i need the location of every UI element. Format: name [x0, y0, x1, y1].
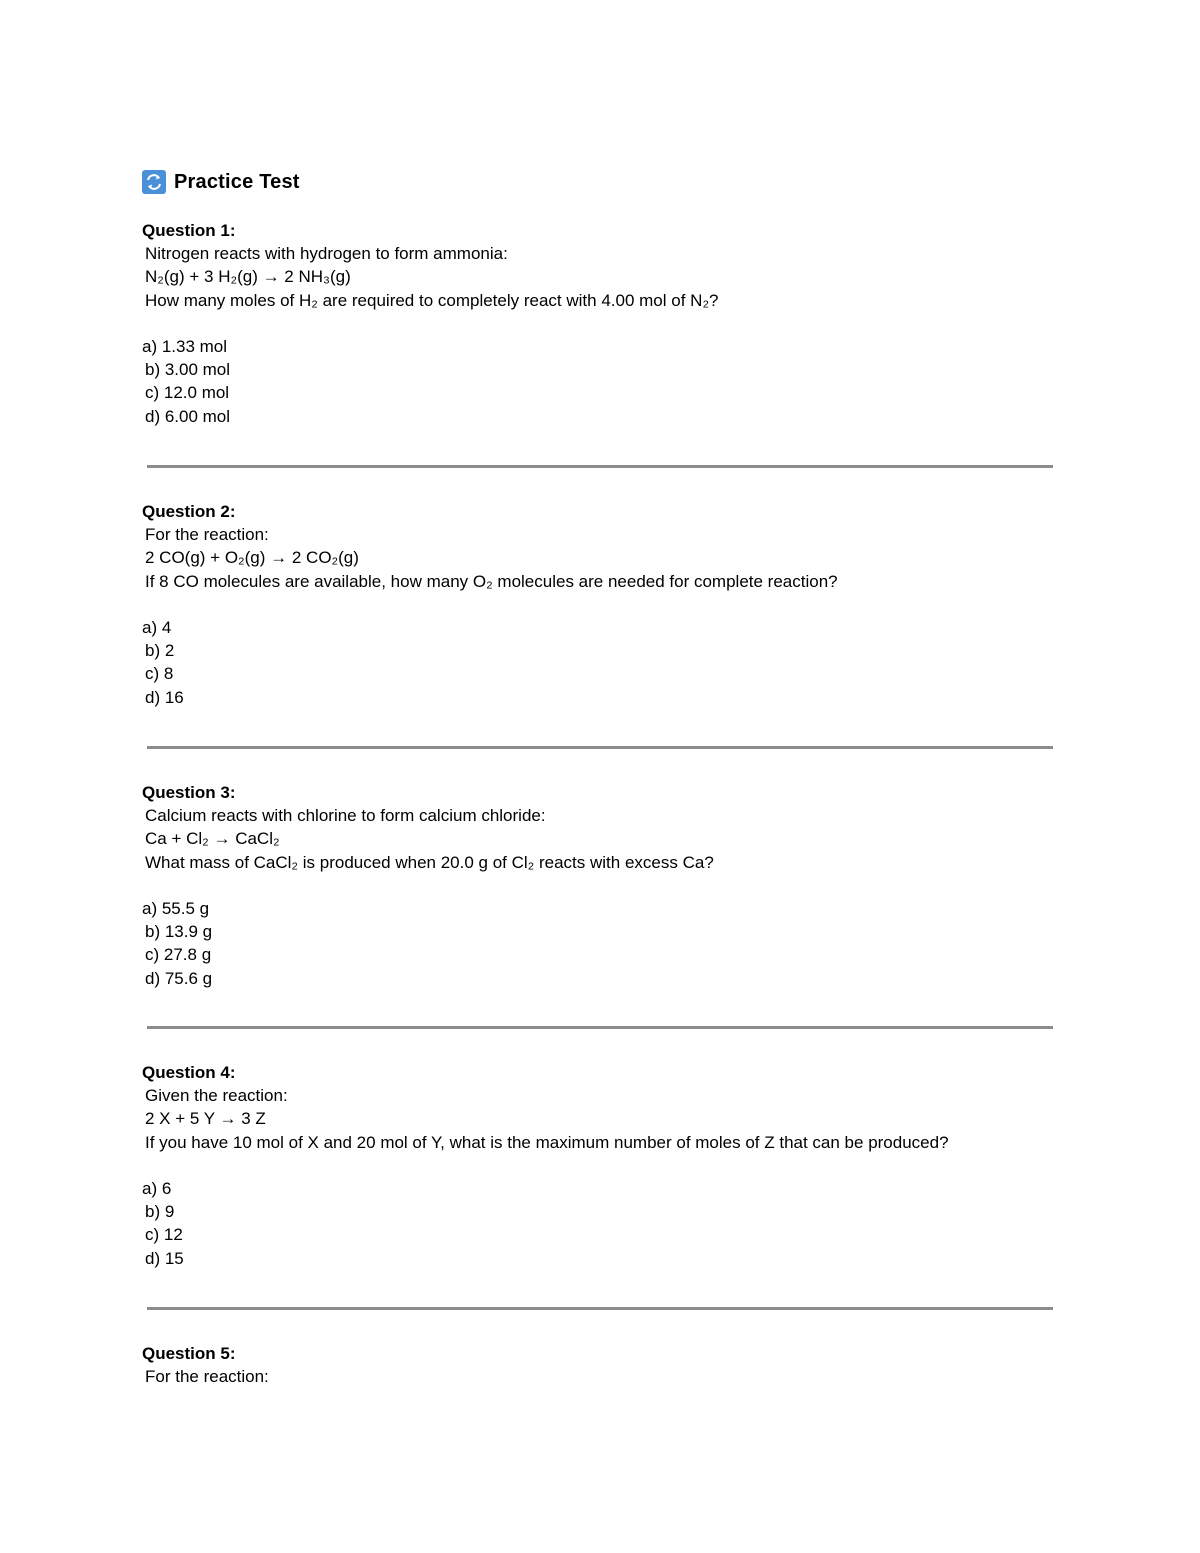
answer-option: d) 15 — [145, 1248, 184, 1268]
question-2 — [142, 500, 1062, 709]
reaction-equation: 2 CO(g) + O₂(g) → 2 CO₂(g) — [145, 548, 359, 568]
question-text: For the reaction: — [145, 1367, 269, 1386]
answer-option: b) 13.9 g — [145, 922, 213, 942]
section-divider — [147, 1026, 1053, 1029]
question-heading: Question 5: — [142, 1344, 236, 1363]
page-title-row — [142, 168, 300, 196]
question-text: For the reaction: — [145, 525, 269, 544]
question-4 — [142, 1061, 1062, 1270]
answer-option: d) 6.00 mol — [145, 406, 231, 426]
answer-option: c) 27.8 g — [145, 945, 212, 965]
question-3 — [142, 781, 1062, 990]
repeat-arrows-icon — [142, 170, 166, 194]
section-divider — [147, 465, 1053, 468]
question-1 — [142, 219, 1062, 428]
answer-option: d) 16 — [145, 687, 184, 707]
question-prompt: How many moles of H₂ are required to completely react with 4.00 mol of N₂? — [145, 290, 719, 310]
question-5 — [142, 1342, 1062, 1388]
answer-option: a) 4 — [142, 617, 172, 637]
answer-option: b) 3.00 mol — [145, 360, 231, 380]
answer-option: a) 1.33 mol — [142, 336, 228, 356]
answer-option: a) 6 — [142, 1178, 172, 1198]
question-text: Calcium reacts with chlorine to form calcium chloride: — [145, 806, 546, 825]
question-text: Nitrogen reacts with hydrogen to form ammonia: — [145, 244, 508, 263]
question-prompt: What mass of CaCl₂ is produced when 20.0 g of Cl₂ reacts with excess Ca? — [145, 852, 714, 872]
answer-option: c) 8 — [145, 664, 174, 684]
answer-option: b) 9 — [145, 1202, 175, 1222]
section-divider — [147, 1307, 1053, 1310]
question-heading: Question 2: — [142, 502, 236, 521]
question-prompt: If 8 CO molecules are available, how many O₂ molecules are needed for complete reaction? — [145, 571, 838, 591]
question-prompt: If you have 10 mol of X and 20 mol of Y, what is the maximum number of moles of Z that can be produced? — [145, 1132, 949, 1152]
answer-option: c) 12 — [145, 1225, 183, 1245]
section-divider — [147, 746, 1053, 749]
question-heading: Question 3: — [142, 783, 236, 802]
question-heading: Question 4: — [142, 1063, 236, 1082]
question-heading: Question 1: — [142, 221, 236, 240]
page-title: Practice Test — [174, 170, 300, 193]
question-text: Given the reaction: — [145, 1086, 288, 1105]
answer-option: c) 12.0 mol — [145, 383, 230, 403]
reaction-equation: N₂(g) + 3 H₂(g) → 2 NH₃(g) — [145, 267, 351, 287]
answer-option: b) 2 — [145, 641, 175, 661]
answer-option: a) 55.5 g — [142, 898, 210, 918]
answer-option: d) 75.6 g — [145, 968, 213, 988]
reaction-equation: Ca + Cl₂ → CaCl₂ — [145, 829, 280, 849]
reaction-equation: 2 X + 5 Y → 3 Z — [145, 1109, 266, 1129]
